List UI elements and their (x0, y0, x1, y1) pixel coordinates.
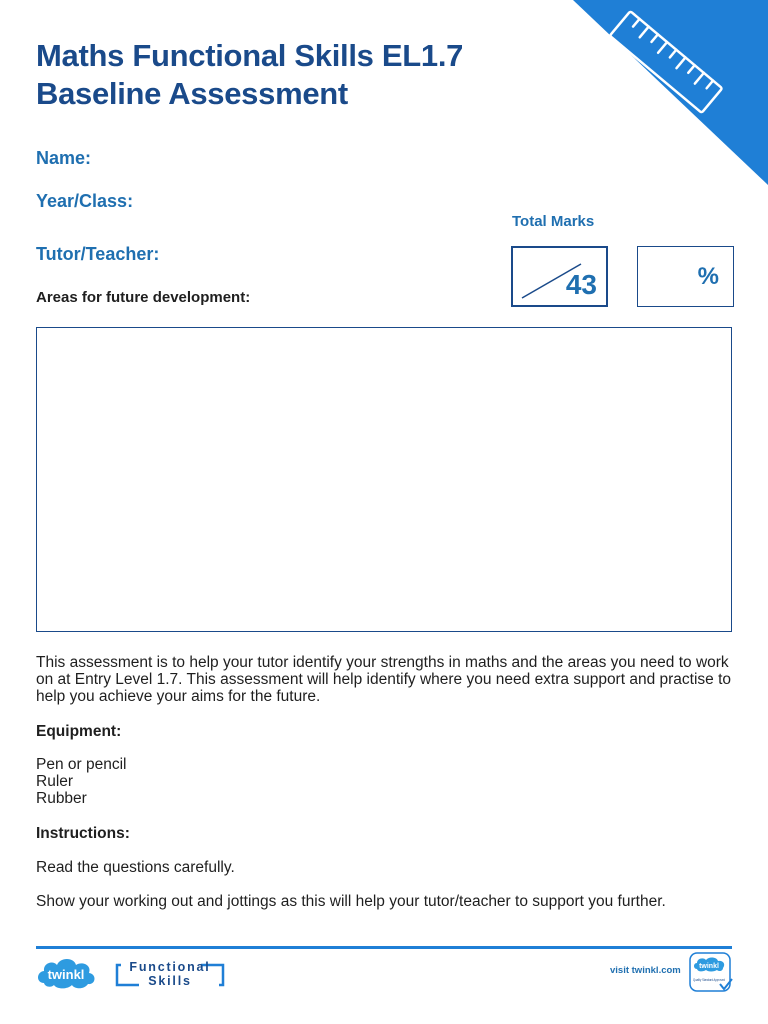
intro-paragraph: This assessment is to help your tutor identify your strengths in maths and the areas you need to work on at Entry Level 1.7. This assessment will help identify where you need extra support and practise to help you achieve your aims for the future. (36, 654, 732, 705)
instructions-heading: Instructions: (36, 825, 130, 842)
name-label: Name: (36, 148, 92, 168)
total-marks-label: Total Marks (512, 213, 595, 230)
instruction-item: Read the questions carefully. (36, 859, 235, 876)
functional-skills-logo (115, 961, 225, 989)
tutor-teacher-label: Tutor/Teacher: (36, 244, 160, 264)
areas-for-development-label: Areas for future development: (36, 289, 251, 306)
percent-box[interactable] (637, 246, 734, 307)
corner-ruler-decoration (568, 0, 768, 185)
development-notes-box[interactable] (36, 327, 732, 632)
badge-approval-text: Quality Standard Approved (693, 977, 725, 982)
twinkl-brand-text: twinkl (47, 967, 85, 982)
badge-brand-text: twinkl (699, 963, 719, 970)
visit-link[interactable]: visit twinkl.com (610, 965, 681, 976)
footer-divider (36, 946, 732, 949)
equipment-item: Ruler (36, 773, 74, 790)
functional-skills-line-2: Skills (148, 974, 192, 988)
page-title (36, 37, 463, 113)
equipment-heading: Equipment: (36, 723, 122, 740)
year-class-label: Year/Class: (36, 191, 134, 211)
score-box[interactable] (511, 246, 608, 307)
equipment-list (36, 756, 126, 807)
functional-skills-line-1: Functional (129, 960, 211, 974)
instruction-item: Show your working out and jottings as this will help your tutor/teacher to support you further. (36, 893, 666, 910)
percent-symbol: % (697, 263, 719, 290)
quality-standard-badge (688, 951, 734, 993)
twinkl-cloud-logo (34, 953, 98, 991)
title-line-2: Baseline Assessment (36, 76, 348, 111)
title-line-1: Maths Functional Skills EL1.7 (36, 38, 464, 73)
equipment-item: Rubber (36, 790, 87, 807)
score-total: 43 (565, 269, 597, 300)
equipment-item: Pen or pencil (36, 756, 127, 773)
